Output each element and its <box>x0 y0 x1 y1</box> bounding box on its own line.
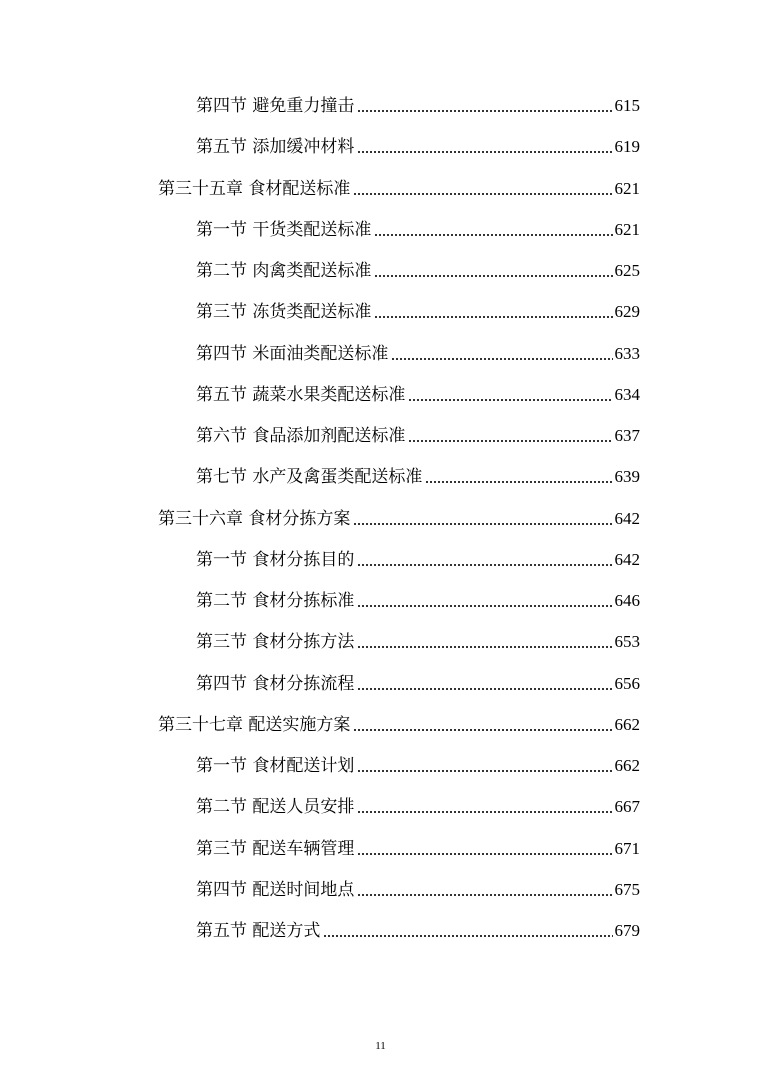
toc-entry-page: 646 <box>614 591 640 610</box>
dot-leader <box>357 769 612 773</box>
toc-entry-title: 第三十六章 食材分拣方案 <box>158 509 351 529</box>
toc-entry-title: 第二节 配送人员安排 <box>196 797 355 817</box>
toc-entry-page: 629 <box>614 302 640 321</box>
toc-entry-title: 第三节 配送车辆管理 <box>196 839 355 859</box>
dot-leader <box>374 274 612 278</box>
toc-section-entry[interactable] <box>196 134 640 160</box>
toc-chapter-entry[interactable] <box>158 176 640 202</box>
toc-entry-title: 第四节 食材分拣流程 <box>196 674 355 694</box>
dot-leader <box>357 150 612 154</box>
toc-entry-page: 634 <box>614 385 640 404</box>
toc-entry-page: 642 <box>614 509 640 528</box>
toc-section-entry[interactable] <box>196 464 640 490</box>
toc-entry-page: 662 <box>614 756 640 775</box>
toc-entry-title: 第一节 食材配送计划 <box>196 756 355 776</box>
toc-entry-title: 第七节 水产及禽蛋类配送标准 <box>196 467 423 487</box>
toc-section-entry[interactable] <box>196 629 640 655</box>
toc-entry-title: 第二节 肉禽类配送标准 <box>196 261 372 281</box>
dot-leader <box>357 810 612 814</box>
toc-entry-title: 第五节 配送方式 <box>196 921 321 941</box>
toc-section-entry[interactable] <box>196 547 640 573</box>
toc-section-entry[interactable] <box>196 217 640 243</box>
toc-entry-title: 第一节 干货类配送标准 <box>196 220 372 240</box>
toc-section-entry[interactable] <box>196 423 640 449</box>
toc-entry-title: 第四节 配送时间地点 <box>196 880 355 900</box>
toc-entry-page: 633 <box>614 344 640 363</box>
toc-entry-page: 642 <box>614 550 640 569</box>
toc-section-entry[interactable] <box>196 794 640 820</box>
dot-leader <box>357 645 612 649</box>
toc-section-entry[interactable] <box>196 588 640 614</box>
dot-leader <box>353 522 612 526</box>
toc-entry-page: 671 <box>614 839 640 858</box>
toc-section-entry[interactable] <box>196 918 640 944</box>
dot-leader <box>357 604 612 608</box>
dot-leader <box>425 480 612 484</box>
toc-chapter-entry[interactable] <box>158 712 640 738</box>
toc-entry-page: 637 <box>614 426 640 445</box>
toc-entry-title: 第三节 冻货类配送标准 <box>196 302 372 322</box>
dot-leader <box>357 852 612 856</box>
dot-leader <box>323 934 612 938</box>
dot-leader <box>374 233 612 237</box>
toc-entry-title: 第五节 添加缓冲材料 <box>196 137 355 157</box>
toc-entry-title: 第六节 食品添加剂配送标准 <box>196 426 406 446</box>
toc-section-entry[interactable] <box>196 836 640 862</box>
page-number: 11 <box>375 1040 386 1052</box>
toc-section-entry[interactable] <box>196 341 640 367</box>
dot-leader <box>353 728 612 732</box>
toc-entry-title: 第一节 食材分拣目的 <box>196 550 355 570</box>
toc-section-entry[interactable] <box>196 299 640 325</box>
toc-entry-page: 667 <box>614 797 640 816</box>
toc-entry-page: 615 <box>614 96 640 115</box>
toc-entry-title: 第三十七章 配送实施方案 <box>158 715 351 735</box>
toc-entry-title: 第二节 食材分拣标准 <box>196 591 355 611</box>
toc-section-entry[interactable] <box>196 753 640 779</box>
toc-entry-page: 619 <box>614 137 640 156</box>
toc-entry-title: 第三节 食材分拣方法 <box>196 632 355 652</box>
toc-entry-page: 675 <box>614 880 640 899</box>
toc-section-entry[interactable] <box>196 258 640 284</box>
toc-section-entry[interactable] <box>196 382 640 408</box>
dot-leader <box>357 109 612 113</box>
toc-section-entry[interactable] <box>196 671 640 697</box>
dot-leader <box>374 315 612 319</box>
toc-entry-page: 679 <box>614 921 640 940</box>
toc-entry-title: 第五节 蔬菜水果类配送标准 <box>196 385 406 405</box>
toc-entry-title: 第四节 米面油类配送标准 <box>196 344 389 364</box>
toc-section-entry[interactable] <box>196 93 640 119</box>
dot-leader <box>357 563 612 567</box>
toc-entry-page: 625 <box>614 261 640 280</box>
toc-chapter-entry[interactable] <box>158 506 640 532</box>
toc-entry-page: 621 <box>614 179 640 198</box>
dot-leader <box>391 357 612 361</box>
dot-leader <box>408 398 612 402</box>
toc-entry-page: 656 <box>614 674 640 693</box>
dot-leader <box>353 192 612 196</box>
toc-section-entry[interactable] <box>196 877 640 903</box>
dot-leader <box>357 687 612 691</box>
toc-entry-page: 639 <box>614 467 640 486</box>
toc-entry-page: 621 <box>614 220 640 239</box>
dot-leader <box>408 439 612 443</box>
toc-entry-title: 第三十五章 食材配送标准 <box>158 179 351 199</box>
toc-entry-title: 第四节 避免重力撞击 <box>196 96 355 116</box>
dot-leader <box>357 893 612 897</box>
toc-entry-page: 653 <box>614 632 640 651</box>
toc-entry-page: 662 <box>614 715 640 734</box>
